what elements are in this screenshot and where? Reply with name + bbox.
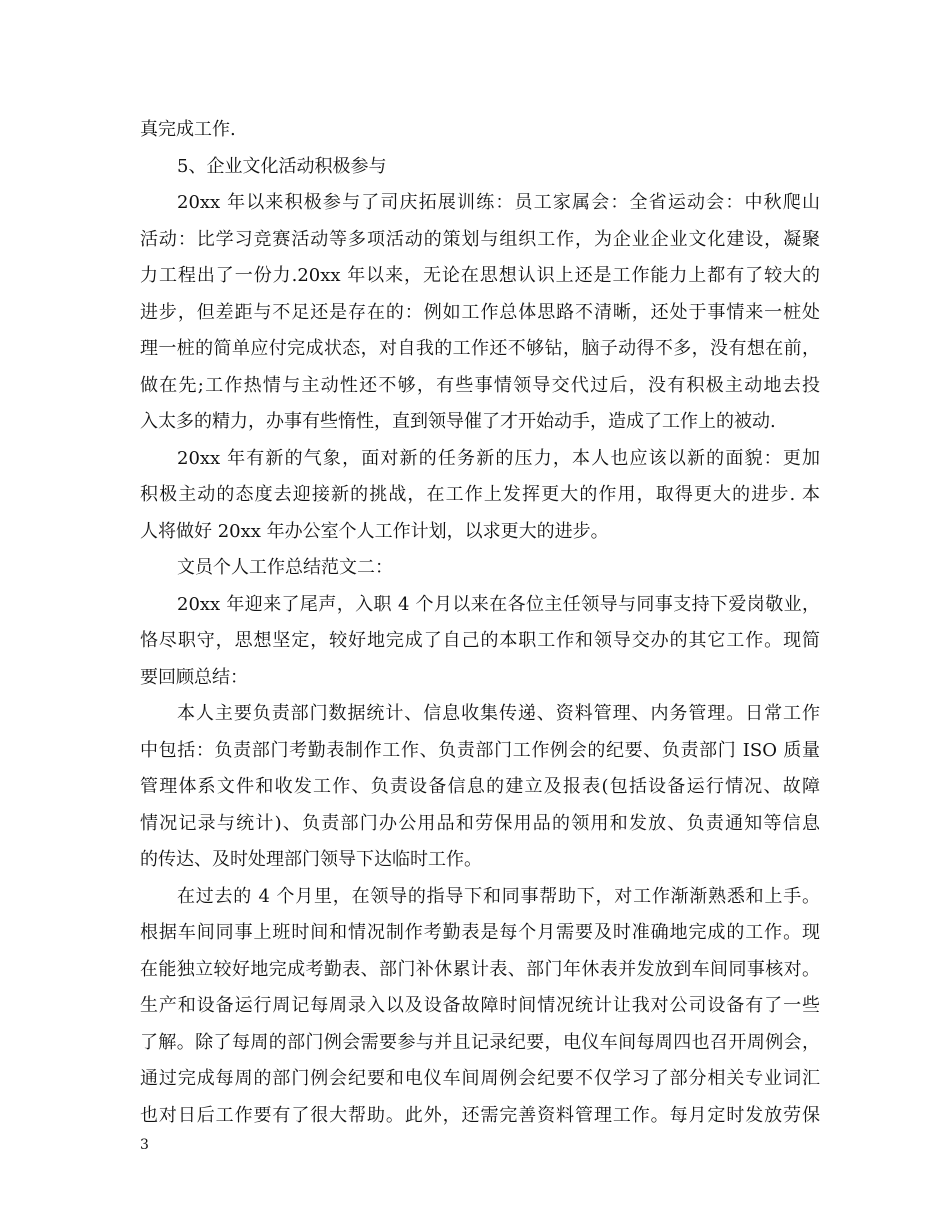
text-line: 根据车间同事上班时间和情况制作考勤表是每个月需要及时准确地完成的工作。现 (140, 922, 820, 943)
text-line: 理一桩的简单应付完成状态，对自我的工作还不够钻，脑子动得不多，没有想在前， (140, 338, 820, 359)
text-line: 管理体系文件和收发工作、负责设备信息的建立及报表(包括设备运行情况、故障 (140, 776, 820, 797)
text-line: 积极主动的态度去迎接新的挑战，在工作上发挥更大的作用，取得更大的进步. 本 (140, 484, 820, 505)
text-line: 的传达、及时处理部门领导下达临时工作。 (140, 849, 482, 870)
text-line: 了解。除了每周的部门例会需要参与并且记录纪要，电仪车间每周四也召开周例会， (140, 1031, 820, 1053)
text-line: 通过完成每周的部门例会纪要和电仪车间周例会纪要不仅学习了部分相关专业词汇 (140, 1068, 820, 1089)
text-line: 20xx 年迎来了尾声，入职 4 个月以来在各位主任领导与同事支持下爱岗敬业， (177, 593, 820, 615)
text-line: 生产和设备运行周记每周录入以及设备故障时间情况统计让我对公司设备有了一些 (140, 995, 820, 1016)
text-line: 要回顾总结： (140, 666, 248, 688)
text-line: 5、企业文化活动积极参与 (177, 155, 387, 177)
text-line: 情况记录与统计)、负责部门办公用品和劳保用品的领用和发放、负责通知等信息 (140, 812, 820, 834)
text-line: 20xx 年以来积极参与了司庆拓展训练：员工家属会：全省运动会：中秋爬山 (177, 192, 820, 213)
text-line: 恪尽职守，思想坚定，较好地完成了自己的本职工作和领导交办的其它工作。现简 (140, 630, 820, 651)
text-line: 真完成工作. (140, 119, 236, 140)
text-line: 活动：比学习竞赛活动等多项活动的策划与组织工作，为企业企业文化建设，凝聚 (140, 228, 820, 250)
text-line: 中包括：负责部门考勤表制作工作、负责部门工作例会的纪要、负责部门 ISO 质量 (140, 739, 820, 761)
text-line: 文员个人工作总结范文二： (177, 557, 393, 578)
text-line: 人将做好 20xx 年办公室个人工作计划，以求更大的进步。 (140, 520, 609, 542)
text-line: 20xx 年有新的气象，面对新的任务新的压力，本人也应该以新的面貌：更加 (177, 447, 820, 469)
text-line: 进步，但差距与不足还是存在的：例如工作总体思路不清晰，还处于事情来一桩处 (140, 301, 820, 323)
text-line: 本人主要负责部门数据统计、信息收集传递、资料管理、内务管理。日常工作 (177, 703, 820, 724)
document-body (140, 112, 820, 1134)
text-line: 力工程出了一份力.20xx 年以来，无论在思想认识上还是工作能力上都有了较大的 (140, 265, 820, 286)
text-line: 做在先;工作热情与主动性还不够，有些事情领导交代过后，没有积极主动地去投 (140, 374, 820, 396)
page-number: 3 (140, 1137, 149, 1153)
text-line: 在能独立较好地完成考勤表、部门补休累计表、部门年休表并发放到车间同事核对。 (140, 958, 820, 980)
text-line: 在过去的 4 个月里，在领导的指导下和同事帮助下，对工作渐渐熟悉和上手。 (177, 885, 820, 907)
text-line: 也对日后工作要有了很大帮助。此外，还需完善资料管理工作。每月定时发放劳保 (140, 1104, 820, 1126)
text-line: 入太多的精力，办事有些惰性，直到领导催了才开始动手，造成了工作上的被动. (140, 411, 776, 432)
